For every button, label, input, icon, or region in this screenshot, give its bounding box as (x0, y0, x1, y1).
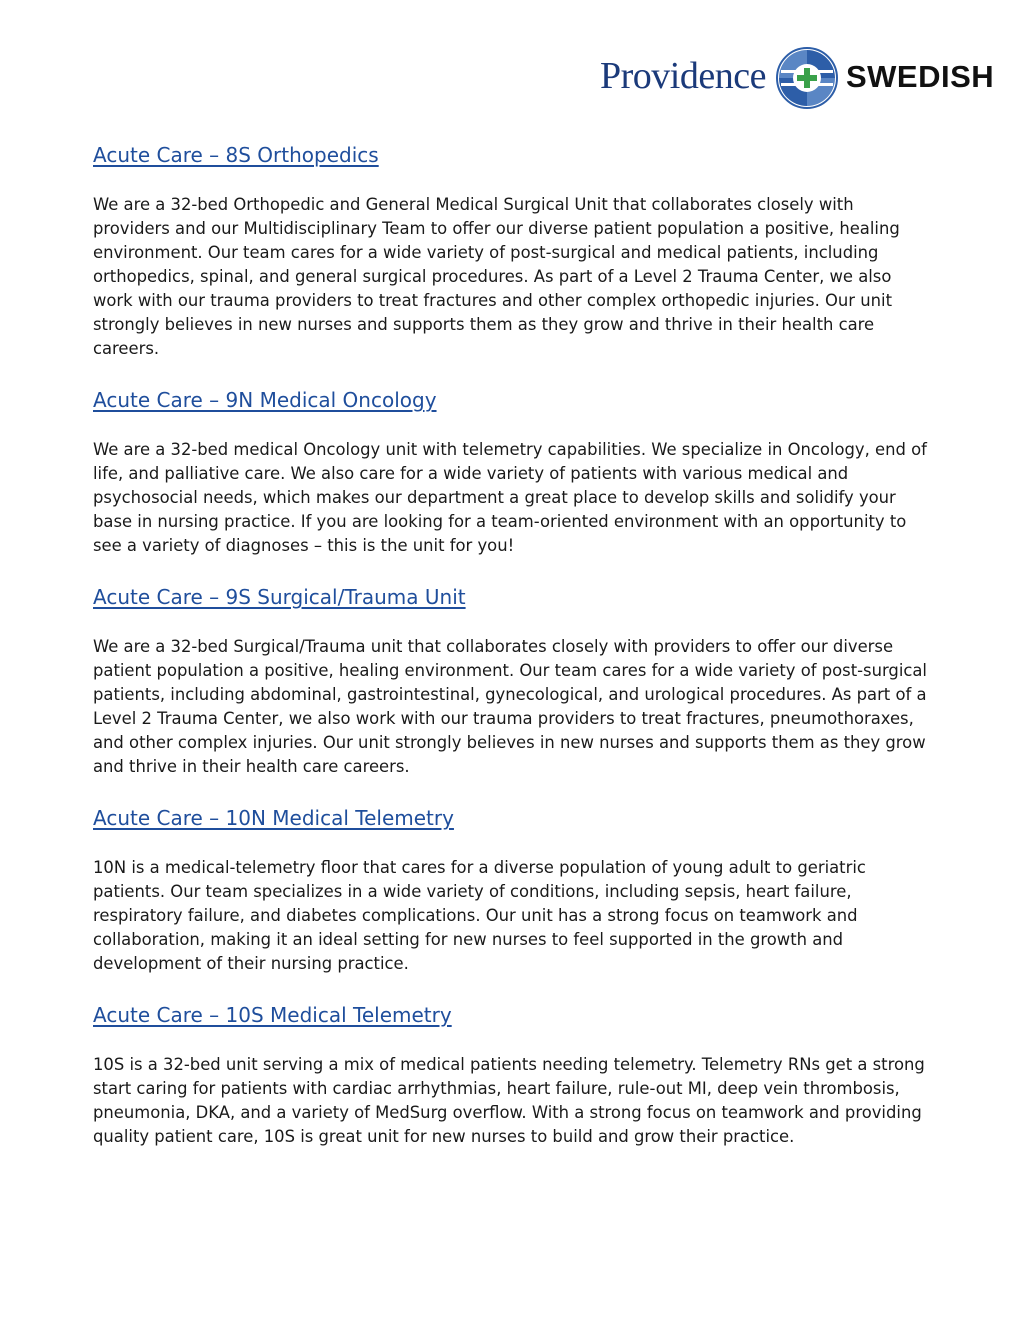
providence-swedish-logo (600, 46, 995, 114)
seal-icon (775, 46, 839, 110)
section-title-10n-medical-telemetry: Acute Care – 10N Medical Telemetry (93, 806, 454, 830)
section-body-9s-surgical-trauma: We are a 32-bed Surgical/Trauma unit that collaborates closely with providers to offer our diverse patient population a positive, healing environment. Our team cares for a wide variety of post-surgical patients, including abdominal, gastrointestinal, gynecological, and urological procedures. As part of a Level 2 Trauma Center, we also work with our trauma providers to treat fractures, pneumothoraxes, and other complex injuries. Our unit strongly believes in new nurses and supports them as they grow and thrive in their health care careers. (93, 637, 927, 776)
section-title-8s-orthopedics: Acute Care – 8S Orthopedics (93, 143, 379, 167)
section-body-9n-medical-oncology: We are a 32-bed medical Oncology unit with telemetry capabilities. We specialize in Oncology, end of life, and palliative care. We also care for a wide variety of patients with various medical and psychosocial needs, which makes our department a great place to develop skills and solidify your base in nursing practice. If you are looking for a team-oriented environment with an opportunity to see a variety of diagnoses – this is the unit for you! (93, 440, 927, 555)
section-title-9s-surgical-trauma: Acute Care – 9S Surgical/Trauma Unit (93, 585, 466, 609)
logo-providence-text: Providence (600, 55, 766, 97)
logo-swedish-text: SWEDISH (846, 59, 995, 94)
document-content (93, 142, 933, 1175)
section-body-8s-orthopedics: We are a 32-bed Orthopedic and General Medical Surgical Unit that collaborates closely with providers and our Multidisciplinary Team to offer our diverse patient population a positive, healing environment. Our team cares for a wide variety of post-surgical and medical patients, including orthopedics, spinal, and general surgical procedures. As part of a Level 2 Trauma Center, we also work with our trauma providers to treat fractures and other complex orthopedic injuries. Our unit strongly believes in new nurses and supports them as they grow and thrive in their health care careers. (93, 195, 900, 358)
section-body-10n-medical-telemetry: 10N is a medical-telemetry floor that cares for a diverse population of young adult to geriatric patients. Our team specializes in a wide variety of conditions, including sepsis, heart failure, respiratory failure, and diabetes complications. Our unit has a strong focus on teamwork and collaboration, making it an ideal setting for new nurses to feel supported in the growth and development of their nursing practice. (93, 858, 866, 973)
section-title-9n-medical-oncology: Acute Care – 9N Medical Oncology (93, 388, 437, 412)
section-body-10s-medical-telemetry: 10S is a 32-bed unit serving a mix of medical patients needing telemetry. Telemetry RNs get a strong start caring for patients with cardiac arrhythmias, heart failure, rule-out MI, deep vein thrombosis, pneumonia, DKA, and a variety of MedSurg overflow. With a strong focus on teamwork and providing quality patient care, 10S is great unit for new nurses to build and grow their practice. (93, 1055, 925, 1146)
section-title-10s-medical-telemetry: Acute Care – 10S Medical Telemetry (93, 1003, 452, 1027)
